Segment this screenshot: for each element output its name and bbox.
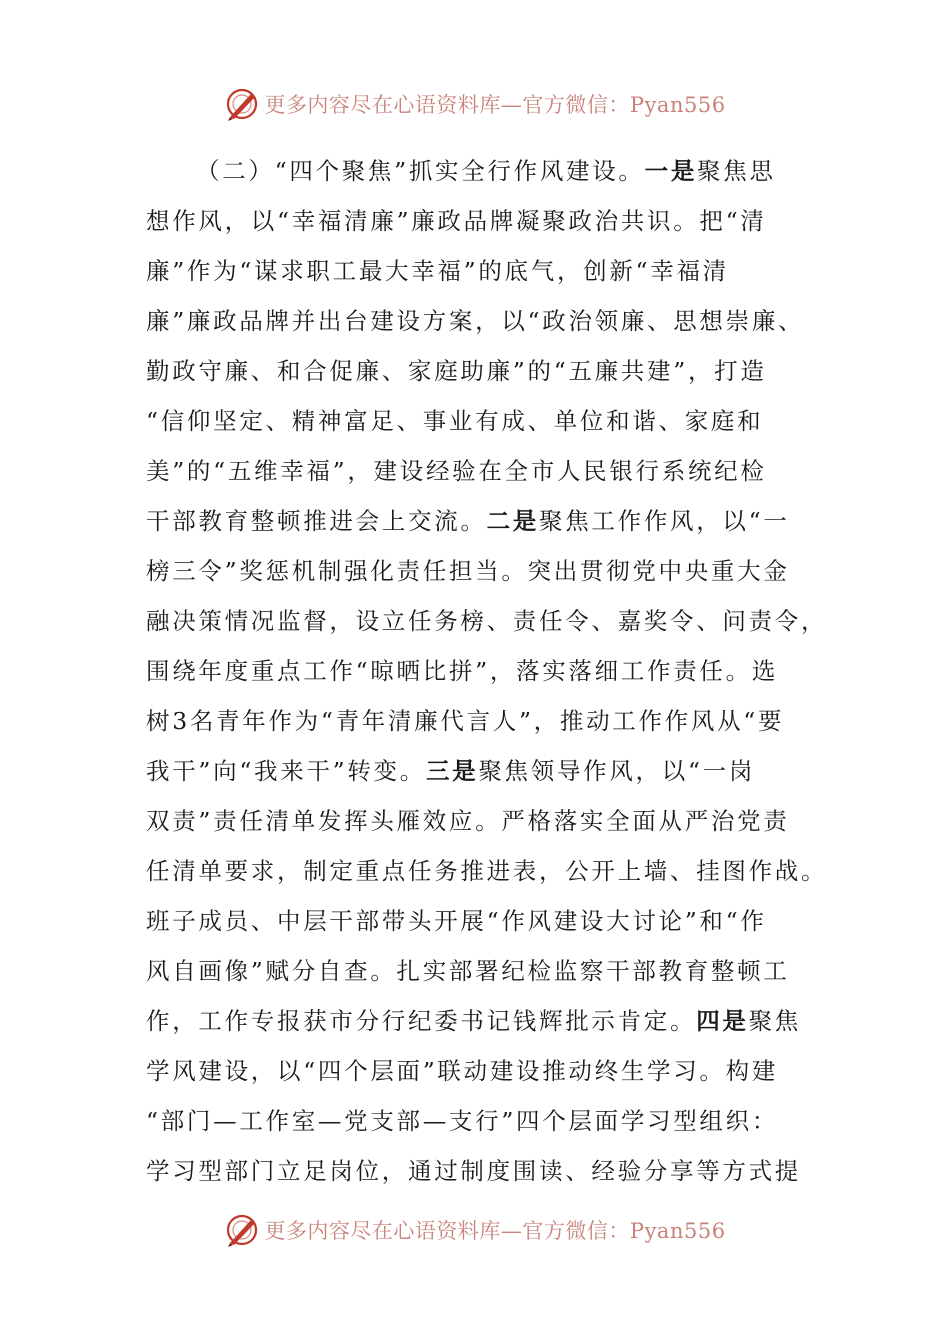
- text-line: [146, 1046, 808, 1096]
- text-line: [146, 946, 808, 996]
- text-segment: 想作风，以“幸福清廉”廉政品牌凝聚政治共识。把“清: [146, 207, 767, 235]
- text-segment: 双责”责任清单发挥头雁效应。严格落实全面从严治党责: [146, 807, 790, 835]
- text-segment: 班子成员、中层干部带头开展“作风建设大讨论”和“作: [146, 907, 767, 935]
- text-segment: 作，工作专报获市分行纪委书记钱辉批示肯定。: [146, 1007, 697, 1035]
- text-segment: 风自画像”赋分自查。扎实部署纪检监察干部教育整顿工: [146, 957, 790, 985]
- text-segment: 勤政守廉、和合促廉、家庭助廉”的“五廉共建”，打造: [146, 357, 767, 385]
- text-segment: 融决策情况监督，设立任务榜、责任令、嘉奖令、问责令，: [146, 607, 828, 635]
- bold-marker: 四是: [696, 1007, 749, 1035]
- text-line: [146, 696, 808, 746]
- text-line: [146, 196, 808, 246]
- text-segment: “信仰坚定、精神富足、事业有成、单位和谐、家庭和: [146, 407, 764, 435]
- footer-watermark-banner: [0, 1210, 950, 1250]
- text-segment: 学习型部门立足岗位，通过制度围读、经验分享等方式提: [146, 1157, 801, 1185]
- text-line: [146, 746, 808, 796]
- text-line: [146, 496, 808, 546]
- text-line: [146, 246, 808, 296]
- text-line: [146, 296, 808, 346]
- text-line: [146, 146, 808, 196]
- text-segment: 聚焦领导作风，以“一岗: [478, 757, 756, 785]
- text-line: [146, 346, 808, 396]
- pen-in-circle-logo: [224, 1212, 260, 1248]
- text-segment: 美”的“五维幸福”，建设经验在全市人民银行系统纪检: [146, 457, 767, 485]
- bold-marker: 三是: [425, 757, 479, 785]
- text-segment: 聚焦工作作风，以“一: [539, 507, 790, 535]
- text-segment: 学风建设，以“四个层面”联动建设推动终生学习。构建: [146, 1057, 779, 1085]
- text-segment: 聚焦思: [697, 157, 776, 185]
- text-segment: （二）“四个聚焦”抓实全行作风建设。: [196, 157, 645, 185]
- text-segment: 我干”向“我来干”转变。: [146, 757, 426, 785]
- text-line: [146, 596, 828, 646]
- banner-text: 更多内容尽在心语资料库—官方微信：Pyan556: [264, 93, 726, 117]
- header-watermark-banner: [0, 84, 950, 124]
- bold-marker: 二是: [486, 507, 540, 535]
- text-line: [146, 1096, 808, 1146]
- text-line: [146, 846, 828, 896]
- text-line: [146, 546, 808, 596]
- text-segment: 榜三令”奖惩机制强化责任担当。突出贯彻党中央重大金: [146, 557, 790, 585]
- text-line: [146, 646, 808, 696]
- banner-text: 更多内容尽在心语资料库—官方微信：Pyan556: [264, 1219, 726, 1243]
- text-segment: 廉”作为“谋求职工最大幸福”的底气，创新“幸福清: [146, 257, 729, 285]
- text-line: [146, 996, 808, 1046]
- text-line: [146, 796, 808, 846]
- text-line: [146, 896, 808, 946]
- bold-marker: 一是: [644, 157, 698, 185]
- text-line: [146, 396, 808, 446]
- pen-in-circle-logo: [224, 86, 260, 122]
- text-segment: 树3名青年作为“青年清廉代言人”，推动工作作风从“要: [146, 707, 785, 735]
- text-segment: 围绕年度重点工作“晾晒比拼”，落实落细工作责任。选: [146, 657, 779, 685]
- body-text: [146, 146, 828, 1196]
- text-segment: 廉”廉政品牌并出台建设方案，以“政治领廉、思想崇廉、: [146, 307, 805, 335]
- text-segment: “部门—工作室—党支部—支行”四个层面学习型组织：: [146, 1107, 779, 1135]
- text-segment: 任清单要求，制定重点任务推进表，公开上墙、挂图作战。: [146, 857, 828, 885]
- text-line: [146, 1146, 808, 1196]
- text-segment: 聚焦: [748, 1007, 802, 1035]
- text-segment: 干部教育整顿推进会上交流。: [146, 507, 487, 535]
- text-line: [146, 446, 808, 496]
